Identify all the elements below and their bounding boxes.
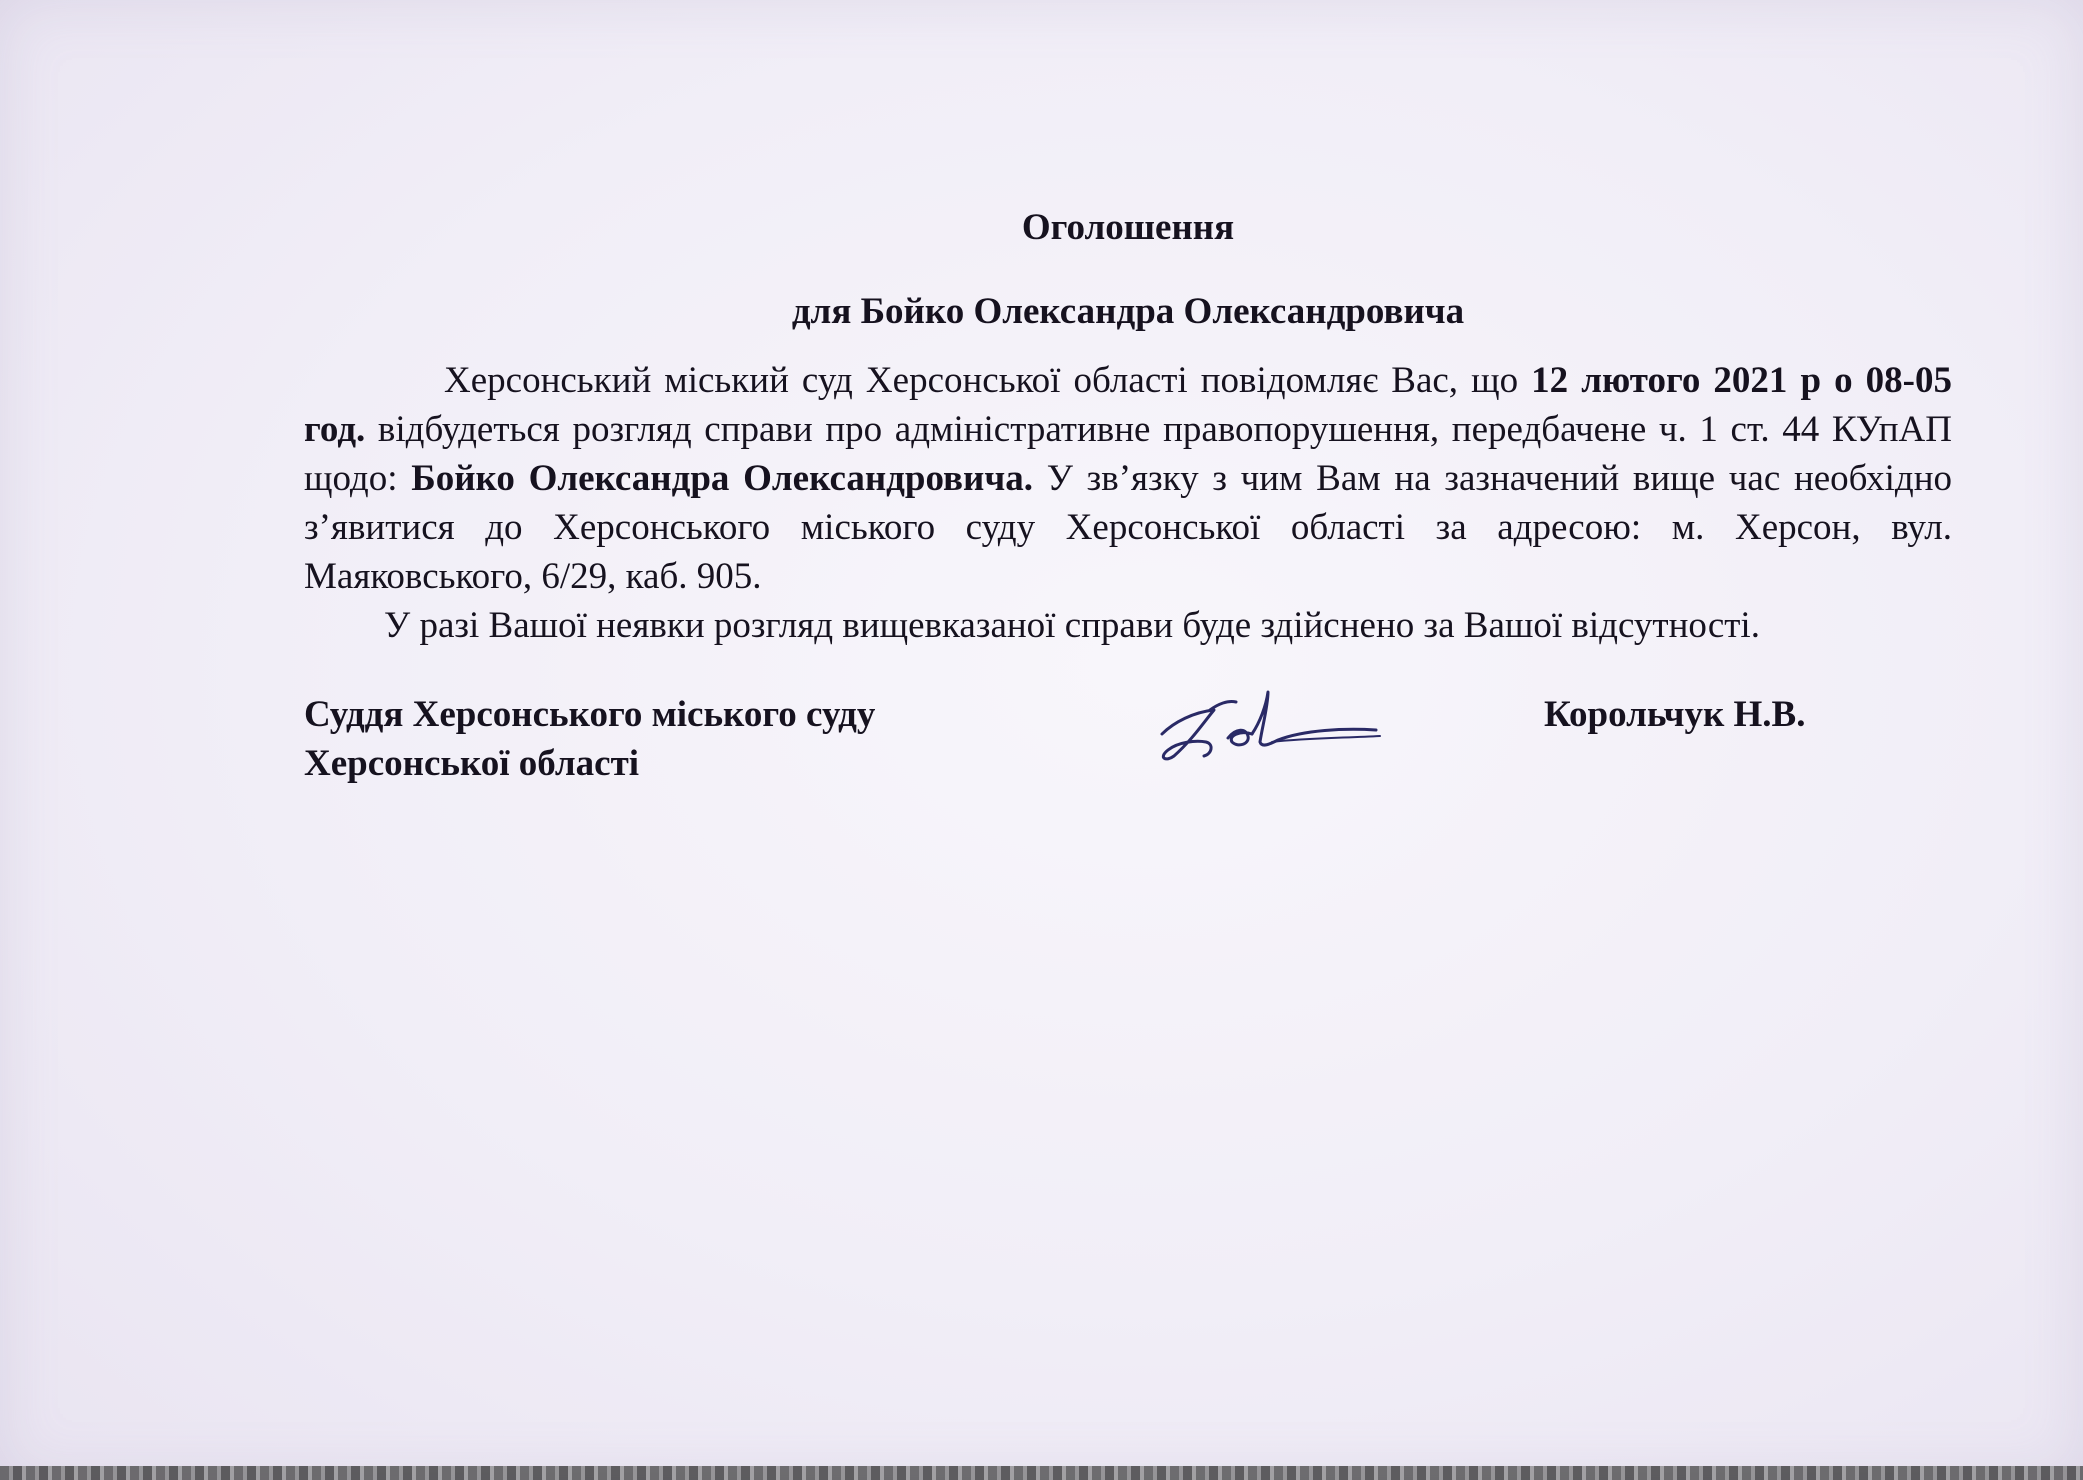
announcement-document [304,196,1952,810]
notice-text-intro: Херсонський міський суд Херсонської області повідомляє Вас, що [444,360,1532,401]
judge-position [304,690,875,788]
defendant-name: Бойко Олександра Олександровича. [411,458,1033,499]
judge-name: Корольчук Н.В. [1544,694,1806,735]
document-addressee: для Бойко Олександра Олександровича [791,291,1465,332]
judge-position-line1: Суддя Херсонського міського суду [304,694,876,735]
notice-text-case: відбудеться розгляд справи про адміністративне правопорушення, передбачене ч. 1 ст. 44 КУпАП щодо: [304,409,1952,499]
paper-torn-edge [0,1466,2083,1480]
hearing-notice-paragraph [304,356,1952,601]
document-title: Оголошення [1021,207,1235,248]
handwritten-signature-icon [1144,682,1384,772]
hearing-date-time: 12 лютого 2021 р о 08-05 год. [304,360,1953,450]
absence-warning-paragraph: У разі Вашої неявки розгляд вищевказаної справи буде здійснено за Вашої відсутності. [384,605,1760,646]
notice-text-address: У зв’язку з чим Вам на зазначений вище час необхідно з’явитися до Херсонського міського суду Херсонської області за адресою: м. Херсон, вул. Маяковського, 6/29, каб. 905. [304,458,1953,597]
signature-block [304,690,1952,810]
judge-position-line2: Херсонської області [304,743,640,784]
